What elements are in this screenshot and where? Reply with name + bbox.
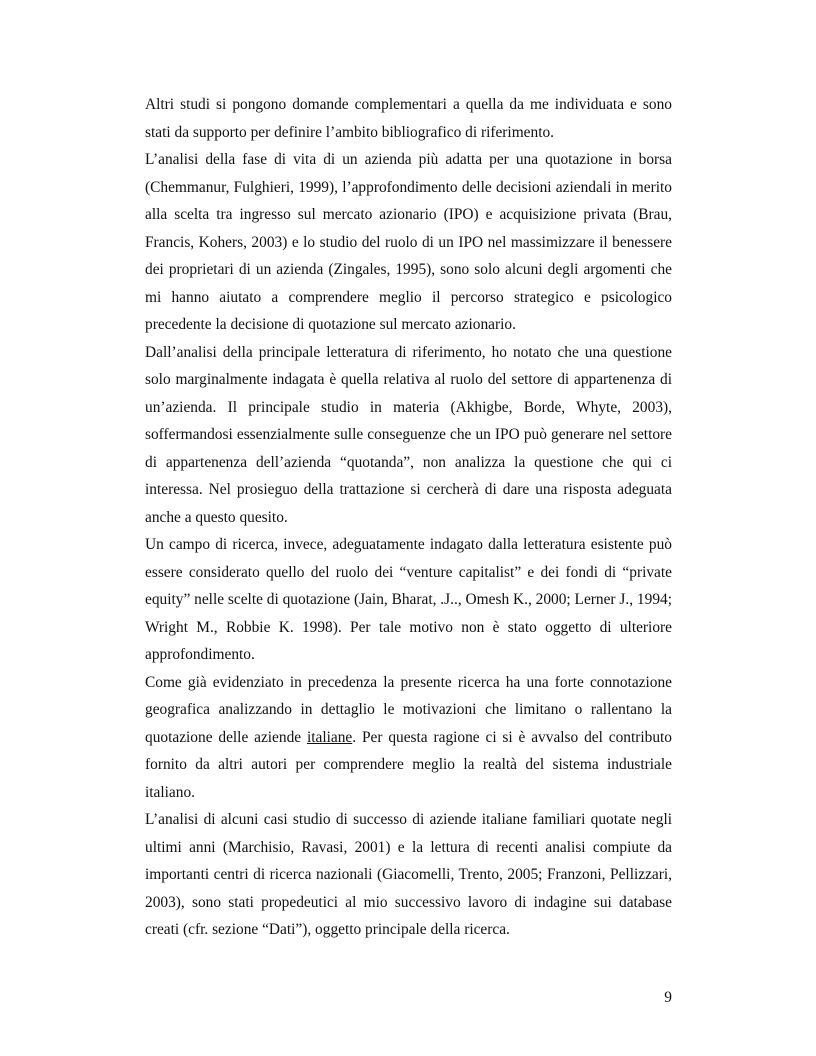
paragraph xyxy=(145,669,672,807)
paragraph-text: . Per questa ragione ci si è avvalso del contributo fornito da altri autori per comprendere meglio la realtà del sistema industriale italiano. xyxy=(145,728,672,801)
paragraph: L’analisi di alcuni casi studio di successo di aziende italiane familiari quotate negli ultimi anni (Marchisio, Ravasi, 2001) e la lettura di recenti analisi compiute da importanti centri di ricerca nazionali (Giacomelli, Trento, 2005; Franzoni, Pellizzari, 2003), sono stati propedeutici al mio successivo lavoro di indagine sui database creati (cfr. sezione “Dati”), oggetto principale della ricerca. xyxy=(145,811,672,938)
paragraph: Altri studi si pongono domande complementari a quella da me individuata e sono stati da supporto per definire l’ambito bibliografico di riferimento. xyxy=(145,96,672,141)
paragraph: Dall’analisi della principale letteratura di riferimento, ho notato che una questione solo marginalmente indagata è quella relativa al ruolo del settore di appartenenza di un’azienda. Il principale studio in materia (Akhigbe, Borde, Whyte, 2003), soffermandosi essenzialmente sulle conseguenze che un IPO può generare nel settore di appartenenza dell’azienda “quotanda”, non analizza la questione che qui ci interessa. Nel prosieguo della trattazione si cercherà di dare una risposta adeguata anche a questo quesito. xyxy=(145,343,672,526)
paragraph-text: Come già evidenziato in precedenza la presente ricerca ha una forte connotazione geografica analizzando in dettaglio le motivazioni che limitano o rallentano la quotazione delle aziende xyxy=(145,673,672,746)
paragraph: Un campo di ricerca, invece, adeguatamente indagato dalla letteratura esistente può essere considerato quello del ruolo dei “venture capitalist” e dei fondi di “private equity” nelle scelte di quotazione (Jain, Bharat, .J.., Omesh K., 2000; Lerner J., 1994; Wright M., Robbie K. 1998). Per tale motivo non è stato oggetto di ulteriore approfondimento. xyxy=(145,536,672,663)
page-number: 9 xyxy=(664,989,672,1006)
underlined-word: italiane xyxy=(306,728,353,746)
body-text xyxy=(145,91,672,944)
paragraph: L’analisi della fase di vita di un azienda più adatta per una quotazione in borsa (Chemmanur, Fulghieri, 1999), l’approfondimento delle decisioni aziendali in merito alla scelta tra ingresso sul mercato azionario (IPO) e acquisizione privata (Brau, Francis, Kohers, 2003) e lo studio del ruolo di un IPO nel massimizzare il benessere dei proprietari di un azienda (Zingales, 1995), sono solo alcuni degli argomenti che mi hanno aiutato a comprendere meglio il percorso strategico e psicologico precedente la decisione di quotazione sul mercato azionario. xyxy=(145,151,672,333)
